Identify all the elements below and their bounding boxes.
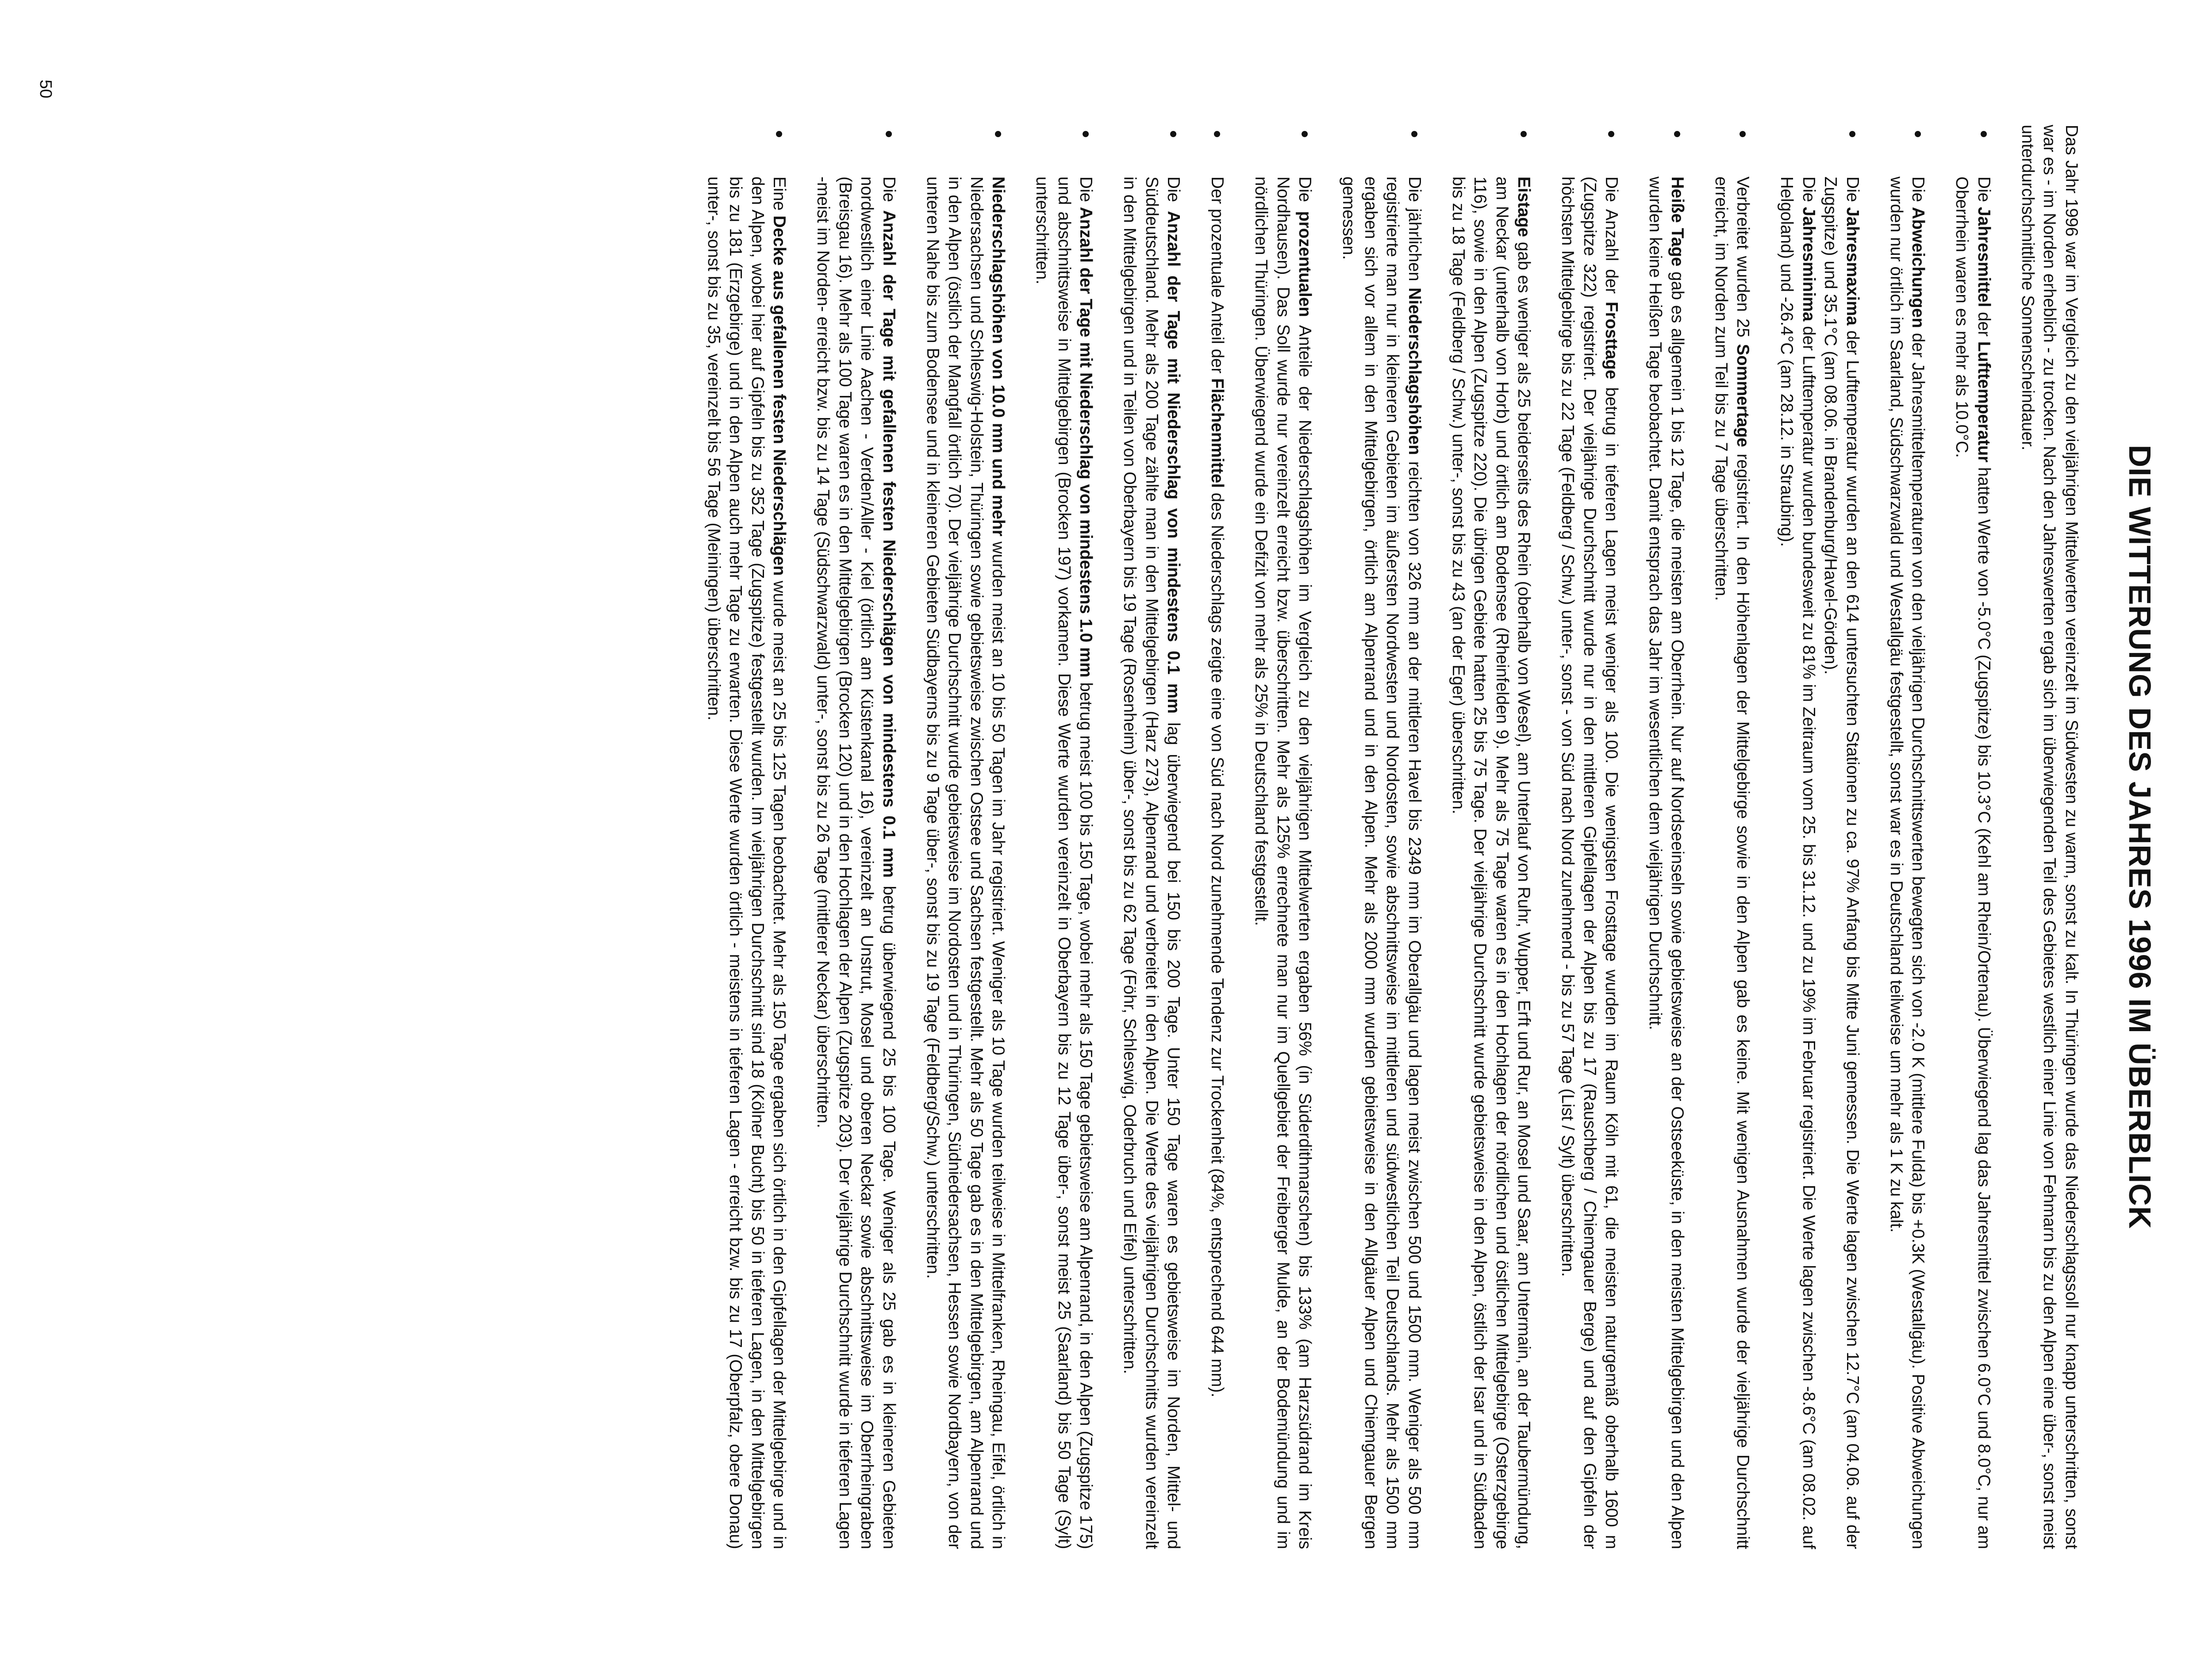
list-item bbox=[1250, 125, 1316, 1549]
text-run: Der prozentuale Anteil der bbox=[1208, 177, 1227, 378]
item-text bbox=[922, 177, 1010, 1549]
text-run: Eine bbox=[770, 177, 789, 216]
bullet-icon bbox=[1521, 131, 1527, 137]
text-run: hatten Werte von -5.0°C (Zugspitze) bis 10.3°C (Kehl am Rhein/Ortenau). Überwiegend lag das Jahresmittel zwischen 6.0°C und 8.0°C, nur am Oberrhein waren es mehr als 10.0°C. bbox=[1952, 177, 1993, 1549]
bullet-icon bbox=[1214, 131, 1221, 137]
bullet-icon bbox=[776, 131, 783, 137]
item-text bbox=[1206, 177, 1229, 1549]
text-run: Die Anzahl der bbox=[1602, 177, 1621, 302]
list-item bbox=[1644, 125, 1688, 1549]
item-text bbox=[1338, 177, 1425, 1549]
text-run: Die bbox=[1909, 177, 1928, 207]
bold-term: Sommertage bbox=[1733, 344, 1753, 447]
bullet-icon bbox=[1302, 131, 1308, 137]
list-item bbox=[1710, 125, 1754, 1549]
bullet-icon bbox=[1849, 131, 1855, 137]
text-run: wurden meist an 10 bis 50 Tagen im Jahr registriert. Weniger als 10 Tage wurden teilweise in Mittelfranken, Rheingau, Eifel, örtlich in Niedersachsen und Schleswig-Holstein, Thüringen sowie gebietsweise zwischen Ostsee und Sachsen festgestellt. Mehr als 50 Tage gab es in den Mittelgebirgen, am Alpenrand und in den Alpen (östlich der Mangfall örtlich 70). Der vieljährige Durchschnitt wurde gebietsweise im Nordosten und in Thüringen, Südniedersachsen, Hessen sowie Nordbayern, von der unteren Nahe bis zum Bodensee und in kleineren Gebieten Südbayerns bis zu 9 Tage über-, sonst bis zu 19 Tage (Feldberg/Schw.) unterschritten. bbox=[923, 177, 1008, 1549]
bold-term: Anzahl der Tage mit gefallenen festen Niederschlägen von mindestens 0.1 mm bbox=[879, 210, 899, 878]
text-run: Die bbox=[1974, 177, 1993, 207]
text-run: Die bbox=[1843, 177, 1862, 207]
text-run: Die bbox=[1799, 177, 1818, 207]
text-run: betrug meist 100 bis 150 Tage, wobei mehr als 150 Tage gebietsweise am Alpenrand, in den Alpen (Zugspitze 175) und abschnittsweise in Mittelgebirgen (Brocken 197) vorkamen. Diese Werte wurden vereinzelt in Oberbayern bis zu 12 Tage über-, sonst meist 25 (Saarland) bis 50 Tage (Sylt) unterschritten. bbox=[1033, 177, 1096, 1549]
list-item bbox=[1031, 125, 1097, 1549]
bold-term: Niederschlagshöhen von 10.0 mm und mehr bbox=[989, 177, 1008, 537]
bold-term: Niederschlagshöhen bbox=[1405, 288, 1424, 455]
list-item bbox=[1886, 125, 1929, 1549]
list-item bbox=[922, 125, 1010, 1549]
bullet-icon bbox=[1674, 131, 1680, 137]
list-item bbox=[1119, 125, 1185, 1549]
text-run: gab es allgemein 1 bis 12 Tage, die meisten am Oberrhein. Nur auf Nordseeinseln sowie gebietsweise an der Ostseeküste, in den meisten Mittelgebirgen und den Alpen wurden keine Heißen Tage beobachtet. Damit entsprach das Jahr im wesentlichen dem vieljährigen Durchschnitt. bbox=[1646, 177, 1687, 1550]
text-run: Die bbox=[1076, 177, 1096, 207]
bullet-icon bbox=[1411, 131, 1417, 137]
list-item bbox=[1557, 125, 1623, 1549]
page-number: 50 bbox=[36, 80, 55, 99]
item-text bbox=[1886, 177, 1929, 1549]
list-item bbox=[812, 125, 900, 1549]
text-run: der bbox=[1974, 307, 1993, 342]
text-run: betrug überwiegend 25 bis 100 Tage. Weniger als 25 gab es in kleineren Gebieten nordwestlich einer Linie Aachen - Verden/Aller - Kiel (örtlich am Küstenkanal 16), vereinzelt an Unstrut, Mosel und oberen Neckar sowie abschnittsweise im Oberrheingraben (Breisgau 16). Mehr als 100 Tage waren es in den Mittelgebirgen (Brocken 120) und in den Hochlagen der Alpen (Zugspitze 203). Der vieljährige Durchschnitt wurde in tieferen Lagen -meist im Norden- erreicht bzw. bis zu 14 Tage (Südschwarzwald) unter-, sonst bis zu 26 Tage (mittlerer Neckar) überschritten. bbox=[814, 177, 899, 1549]
list-item bbox=[1206, 125, 1229, 1549]
bold-term: Anzahl der Tage mit Niederschlag von mindestens 1.0 mm bbox=[1076, 207, 1096, 678]
bold-term: Jahresmaxima bbox=[1843, 207, 1862, 326]
bullet-icon bbox=[1171, 131, 1177, 137]
text-run: Anteile der Niederschlagshöhen im Vergleich zu den vieljährigen Mittelwerten ergaben 56% (in Süderdithmarschen) bis 133% (am Harzsüdrand im Kreis Nordhausen). Das Soll wurde nur vereinzelt erreicht bzw. überschritten. Mehr als 125% errechnete man nur im Quellgebiet der Freiberger Mulde, an der Bodemündung und im nördlichen Thüringen. Überwiegend wurde ein Defizit von mehr als 25% in Deutschland festgestellt. bbox=[1252, 177, 1315, 1549]
item-text bbox=[703, 177, 791, 1549]
item-text bbox=[1710, 177, 1754, 1549]
text-run: der Lufttemperatur wurden bundesweit zu 81% im Zeitraum vom 25. bis 31.12. und zu 19% im Februar registriert. Die Werte lagen zwischen -8.6°C (am 08.02. auf Helgoland) und -26.4°C (am 28.12. in Straubing). bbox=[1777, 177, 1818, 1549]
bold-term: Frosttage bbox=[1602, 301, 1621, 380]
bold-term: Anzahl der Tage mit Niederschlag von mindestens 0.1 mm bbox=[1164, 211, 1183, 714]
text-run: betrug in tieferen Lagen meist weniger als 100. Die wenigsten Frosttage wurden im Raum Köln mit 61, die meisten naturgemäß oberhalb 1600 m (Zugspitze 322) registriert. Der vieljährige Durchschnitt wurde nur in den mittleren Gipfellagen der Alpen bis zu 17 (Rauschberg / Chiemgauer Berge) und auf den Gipfeln der höchsten Mittelgebirge bis zu 22 Tage (Feldberg / Schw.) unter-, sonst - von Süd nach Nord zunehmend - bis zu 57 Tage (List / Sylt) überschritten. bbox=[1558, 177, 1621, 1549]
bold-term: Lufttemperatur bbox=[1974, 341, 1993, 463]
text-run: Die bbox=[879, 177, 899, 211]
bullet-icon bbox=[995, 131, 1002, 137]
text-run: reichten von 326 mm an der mittleren Havel bis 2349 mm im Oberallgäu und lagen meist zwischen 500 und 1500 mm. Weniger als 500 mm registrierte man nur in kleineren Gebieten im äußersten Nordwesten und Nordosten, sowie abschnittsweise im mittleren und südwestlichen Teil Deutschlands. Mehr als 1500 mm ergaben sich vor allem in den Mittelgebirgen, örtlich am Alpenrand und in den Alpen. Mehr als 2000 mm wurden gebietsweise in den Allgäuer Alpen und Chiemgauer Bergen gemessen. bbox=[1339, 177, 1424, 1550]
page-title: DIE WITTERUNG DES JAHRES 1996 IM ÜBERBLICK bbox=[2123, 445, 2157, 1229]
text-run: der Jahresmitteltemperaturen von den vieljährigen Durchschnittswerten bewegten sich von -2.0 K (mittlere Fulda) bis +0.3K (Westallgäu). Positive Abweichungen wurden nur örtlich im Saarland, Südschwarzwald und Westallgäu festgestellt, sonst war es in Deutschland teilweise um mehr als 1 K zu kalt. bbox=[1887, 177, 1928, 1549]
bullet-icon bbox=[1083, 131, 1089, 137]
intro-paragraph: Das Jahr 1996 war im Vergleich zu den vieljährigen Mittelwerten vereinzelt im Südwesten zu warm, sonst zu kalt. In Thüringen wurde das Niederschlagssoll nur knapp unterschritten, sonst war es - im Norden erheblich - zu trocken. Nach den Jahreswerten ergab sich im überwiegenden Teil des Gebietes westlich einer Linie von Fehmarn bis zu den Alpen eine über-, sonst meist unterdurchschnittliche Sonnenscheindauer. bbox=[2018, 125, 2081, 1549]
item-text bbox=[1951, 177, 1995, 1549]
bold-term: Jahresminima bbox=[1799, 207, 1818, 322]
text-run: Die bbox=[1295, 177, 1315, 211]
list-item bbox=[1338, 125, 1425, 1549]
bold-term: Jahresmittel bbox=[1974, 207, 1993, 307]
bullet-icon bbox=[1740, 131, 1746, 137]
item-text bbox=[1820, 177, 1863, 1549]
bullet-icon bbox=[1915, 131, 1921, 137]
bold-term: prozentualen bbox=[1295, 211, 1315, 317]
bold-term: Abweichungen bbox=[1909, 207, 1928, 328]
item-text bbox=[1119, 177, 1185, 1549]
list-item bbox=[703, 125, 791, 1549]
text-run: lag überwiegend bei 150 bis 200 Tage. Unter 150 Tage waren es gebietsweise im Norden, Mittel- und Süddeutschland. Mehr als 200 Tage zählte man in den Mittelgebirgen (Harz 273), Alpenrand und verbreitet in den Alpen. Die Werte des vieljährigen Durchschnitts wurden vereinzelt in den Mittelgebirgen und in Teilen von Oberbayern bis 19 Tage (Rosenheim) über-, sonst bis zu 62 Tage (Föhr, Schleswig, Oderbruch und Eifel) unterschritten. bbox=[1120, 177, 1183, 1549]
item-text bbox=[1031, 177, 1097, 1549]
item-text bbox=[812, 177, 900, 1549]
text-run: gab es weniger als 25 beiderseits des Rhein (oberhalb von Wesel), am Unterlauf von Ruhr, Wupper, Erft und Rur, an Mosel und Saar, am Untermain, an der Taubermündung, am Neckar (unterhalb von Horb) und örtlich am Bodensee (Rheinfelden 9). Mehr als 75 Tage waren es in den Hochlagen der nördlichen und östlichen Mittelgebirge (Osterzgebirge 116), sowie in den Alpen (Zugspitze 220). Die übrigen Gebiete hatten 25 bis 75 Tage. Der vieljährige Durchschnitt wurde gebietsweise in den Alpen, östlich der Isar und in Südbaden bis zu 18 Tage (Feldberg / Schw.) unter-, sonst bis zu 43 (an der Eger) überschritten. bbox=[1449, 177, 1534, 1549]
text-run: des Niederschlags zeigte eine von Süd nach Nord zunehmende Tendenz zur Trockenheit (84%, entsprechend 644 mm). bbox=[1208, 488, 1227, 1398]
item-text bbox=[1644, 177, 1688, 1549]
bold-term: Eistage bbox=[1514, 177, 1534, 237]
text-run: der Lufttemperatur wurden an den 614 untersuchten Stationen zu ca. 97% Anfang bis Mitte Juni gemessen. Die Werte lagen zwischen 12.7°C (am 04.06. auf der Zugspitze) und 35.1°C (am 08.06. in Brandenburg/Havel-Görden). bbox=[1821, 177, 1862, 1549]
list-item bbox=[1776, 125, 1863, 1549]
text-run: Verbreitet wurden 25 bbox=[1733, 177, 1753, 344]
text-run: Die bbox=[1164, 177, 1183, 211]
item-text bbox=[1557, 177, 1623, 1549]
text-run: wurde meist an 25 bis 125 Tagen beobachtet. Mehr als 150 Tage ergaben sich örtlich in den Gipfellagen der Mittelgebirge und in den Alpen, wobei hier auf Gipfeln bis zu 352 Tage (Zugspitze) festgestellt wurden. Im vieljährigen Durchschnitt sind 18 (Kölner Bucht) bis 50 in tieferen Lagen, in den Mittelgebirgen bis zu 181 (Erzgebirge) und in den Alpen auch mehr Tage zu erwarten. Diese Werte wurden örtlich - meistens in tieferen Lagen - erreicht bzw. bis zu 17 (Oberpfalz, obere Donau) unter-, sonst bis zu 35, vereinzelt bis 56 Tage (Meiningen) überschritten. bbox=[704, 177, 789, 1549]
bullet-list bbox=[703, 125, 1995, 1549]
bullet-icon bbox=[1981, 131, 1987, 137]
list-item bbox=[1448, 125, 1535, 1549]
item-text bbox=[1250, 177, 1316, 1549]
list-item bbox=[1951, 125, 1995, 1549]
item-text bbox=[1448, 177, 1535, 1549]
bold-term: Flächenmittel bbox=[1208, 378, 1227, 488]
bold-term: Heiße Tage bbox=[1668, 177, 1687, 267]
bold-term: Decke aus gefallenen festen Niederschlägen bbox=[770, 215, 789, 576]
bullet-icon bbox=[886, 131, 892, 137]
text-run: registriert. In den Höhenlagen der Mittelgebirge sowie in den Alpen gab es keine. Mit wenigen Ausnahmen wurde der vieljährige Durchschnitt erreicht, im Norden zum Teil bis zu 7 Tage überschritten. bbox=[1712, 177, 1753, 1549]
item-text-continued bbox=[1776, 177, 1820, 1549]
bullet-icon bbox=[1609, 131, 1615, 137]
document-body bbox=[703, 125, 2083, 1549]
text-run: Die jährlichen bbox=[1405, 177, 1424, 288]
